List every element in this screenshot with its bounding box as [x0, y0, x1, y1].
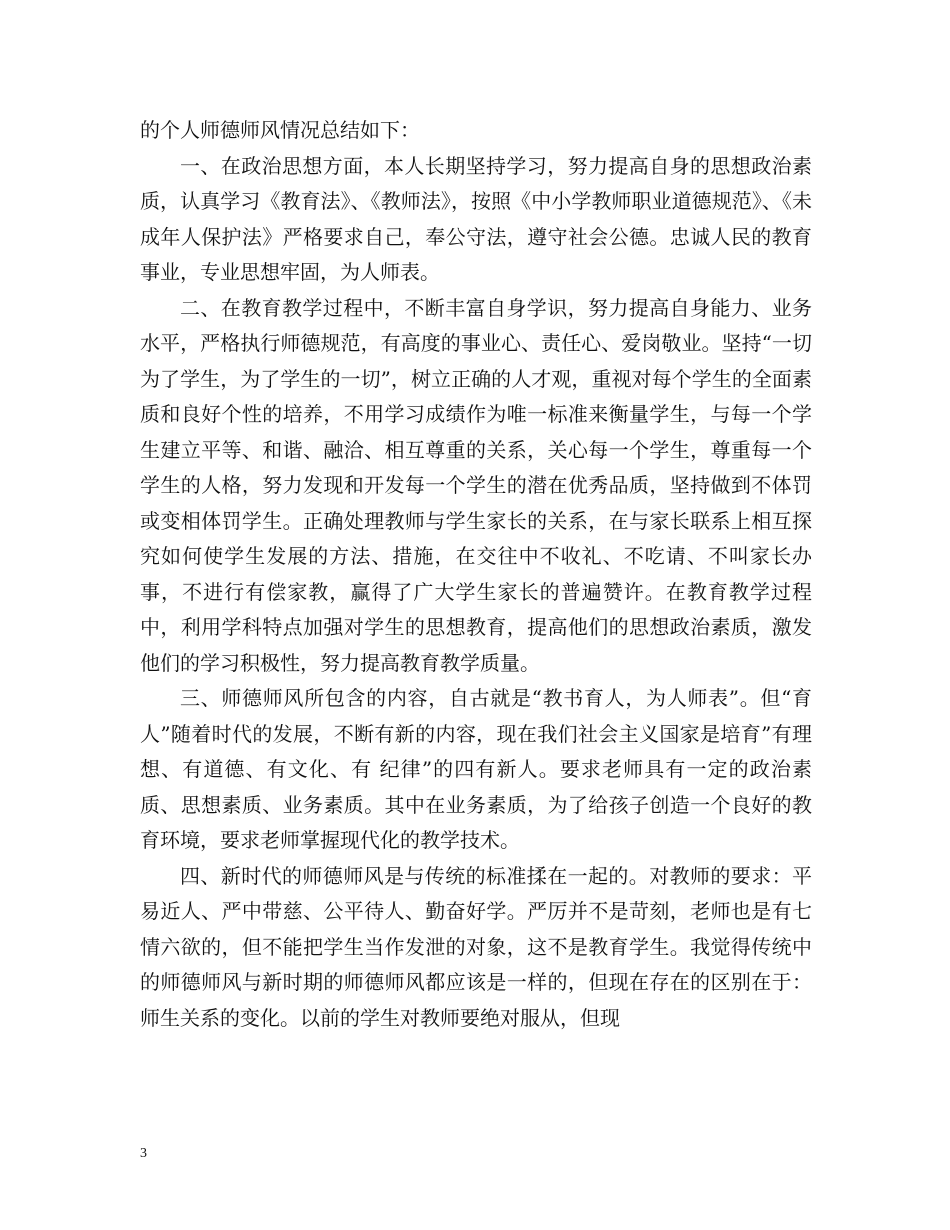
paragraph-continuation: 的个人师德师风情况总结如下： — [140, 118, 420, 142]
paragraph-teaching-process: 二、在教育教学过程中，不断丰富自身学识，努力提高自身能力、业务水平，严格执行师德规范，有高度的事业心、责任心、爱岗敬业。坚持“一切为了学生，为了学生的一切”，树立正确的人才观，重视对每个学生的全面素质和良好个性的培养，不用学习成绩作为唯一标准来衡量学生，与每一个学生建立平等、和谐、融洽、相互尊重的关系，关心每一个学生，尊重每一个学生的人格，努力发现和开发每一个学生的潜在优秀品质，坚持做到不体罚或变相体罚学生。正确处理教师与学生家长的关系，在与家长联系上相互探究如何使学生发展的方法、措施，在交往中不收礼、不吃请、不叫家长办事，不进行有偿家教，赢得了广大学生家长的普遍赞许。在教育教学过程中，利用学科特点加强对学生的思想教育，提高他们的思想政治素质，激发他们的学习积极性，努力提高教育教学质量。 — [140, 295, 812, 675]
document-body — [140, 113, 812, 1036]
page-number: 3 — [140, 1146, 147, 1161]
paragraph-political-thought: 一、在政治思想方面，本人长期坚持学习，努力提高自身的思想政治素质，认真学习《教育法》、《教师法》，按照《中小学教师职业道德规范》、《未成年人保护法》严格要求自己，奉公守法，遵守社会公德。忠诚人民的教育事业，专业思想牢固，为人师表。 — [140, 153, 812, 284]
paragraph-ethics-content: 三、师德师风所包含的内容，自古就是“教书育人，为人师表”。但“育人”随着时代的发展，不断有新的内容，现在我们社会主义国家是培育”有理想、有道德、有文化、有 纪律”的四有新人。要求老师具有一定的政治素质、思想素质、业务素质。其中在业务素质，为了给孩子创造一个良好的教育环境，要求老师掌握现代化的教学技术。 — [140, 686, 812, 852]
paragraph-new-era-ethics: 四、新时代的师德师风是与传统的标准揉在一起的。对教师的要求：平易近人、严中带慈、公平待人、勤奋好学。严厉并不是苛刻，老师也是有七情六欲的，但不能把学生当作发泄的对象，这不是教育学生。我觉得传统中的师德师风与新时期的师德师风都应该是一样的，但现在存在的区别在于：师生关系的变化。以前的学生对教师要绝对服从，但现 — [140, 863, 812, 1030]
